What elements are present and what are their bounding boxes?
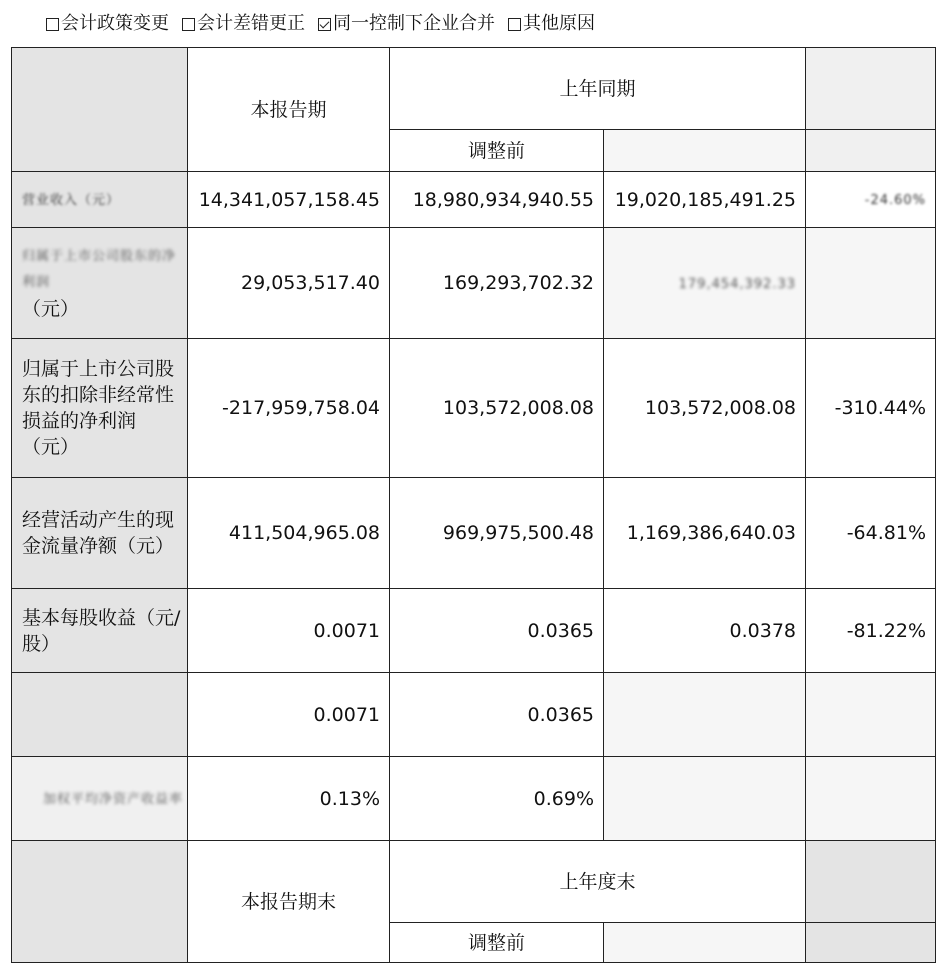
reason-other bbox=[508, 10, 595, 38]
header-before-adjustment: 调整前 bbox=[390, 130, 604, 172]
cell-current: -217,959,758.04 bbox=[188, 339, 390, 478]
reason-accounting-policy-change bbox=[46, 10, 169, 38]
cell-current: 0.0071 bbox=[188, 589, 390, 673]
cell-current: 0.13% bbox=[188, 757, 390, 841]
reason-accounting-error-correction bbox=[182, 10, 305, 38]
unchecked-box-icon bbox=[182, 18, 195, 31]
header-before-adjustment: 调整前 bbox=[390, 923, 604, 963]
cell-change: -310.44% bbox=[806, 339, 936, 478]
row-label-basic-eps: 基本每股收益（元/股） bbox=[12, 589, 188, 673]
obscured-label: 归属于上市公司股东的净利润 bbox=[22, 249, 177, 290]
cell-change-obscured bbox=[806, 228, 936, 339]
cell-before-adjustment: 0.0365 bbox=[390, 673, 604, 757]
header-after-adjustment-obscured bbox=[604, 923, 806, 963]
checked-box-icon bbox=[318, 18, 331, 31]
header-prior-year-same-period: 上年同期 bbox=[390, 48, 806, 130]
cell-before-adjustment: 969,975,500.48 bbox=[390, 478, 604, 589]
row-label-net-profit bbox=[12, 228, 188, 339]
cell-after-adjustment-obscured bbox=[604, 757, 806, 841]
footer-header-item-blank bbox=[12, 841, 188, 963]
cell-current: 29,053,517.40 bbox=[188, 228, 390, 339]
reason-label: 会计政策变更 bbox=[61, 13, 169, 34]
row-label-revenue bbox=[12, 172, 188, 228]
header-change-sub-obscured bbox=[806, 923, 936, 963]
cell-after-adjustment-obscured bbox=[604, 673, 806, 757]
cell-before-adjustment: 0.0365 bbox=[390, 589, 604, 673]
header-after-adjustment-obscured bbox=[604, 130, 806, 172]
obscured-label: 加权平均净资产收益率 bbox=[42, 792, 183, 807]
cell-before-adjustment: 169,293,702.32 bbox=[390, 228, 604, 339]
reason-label: 其他原因 bbox=[523, 13, 595, 34]
unchecked-box-icon bbox=[46, 18, 59, 31]
cell-current: 14,341,057,158.45 bbox=[188, 172, 390, 228]
row-label-weighted-roe bbox=[12, 757, 188, 841]
adjustment-reason-options bbox=[46, 10, 595, 38]
header-item-blank bbox=[12, 48, 188, 172]
cell-after-adjustment: 103,572,008.08 bbox=[604, 339, 806, 478]
financial-data-table bbox=[11, 47, 936, 963]
header-prior-year-end: 上年度末 bbox=[390, 841, 806, 923]
cell-current: 0.0071 bbox=[188, 673, 390, 757]
cell-change-obscured bbox=[806, 757, 936, 841]
cell-change: -64.81% bbox=[806, 478, 936, 589]
cell-before-adjustment: 0.69% bbox=[390, 757, 604, 841]
cell-current: 411,504,965.08 bbox=[188, 478, 390, 589]
cell-change-obscured bbox=[806, 673, 936, 757]
cell-before-adjustment: 103,572,008.08 bbox=[390, 339, 604, 478]
cell-after-adjustment bbox=[604, 228, 806, 339]
obscured-value: 179,454,392.33 bbox=[678, 276, 797, 292]
header-current-period-end: 本报告期末 bbox=[188, 841, 390, 963]
cell-change: -81.22% bbox=[806, 589, 936, 673]
reason-label: 会计差错更正 bbox=[197, 13, 305, 34]
reason-common-control-merger bbox=[318, 10, 495, 38]
row-label-operating-cash-flow: 经营活动产生的现金流量净额（元） bbox=[12, 478, 188, 589]
row-label-obscured bbox=[12, 673, 188, 757]
cell-change bbox=[806, 172, 936, 228]
obscured-label: 营业收入（元） bbox=[22, 193, 121, 208]
cell-after-adjustment: 0.0378 bbox=[604, 589, 806, 673]
cell-after-adjustment: 19,020,185,491.25 bbox=[604, 172, 806, 228]
reason-label: 同一控制下企业合并 bbox=[333, 13, 495, 34]
header-change-sub-obscured bbox=[806, 130, 936, 172]
unchecked-box-icon bbox=[508, 18, 521, 31]
header-current-period: 本报告期 bbox=[188, 48, 390, 172]
header-change-obscured bbox=[806, 841, 936, 923]
row-label-unit: （元） bbox=[22, 298, 80, 320]
obscured-value: -24.60% bbox=[864, 193, 927, 208]
cell-after-adjustment: 1,169,386,640.03 bbox=[604, 478, 806, 589]
row-label-deducted-net-profit: 归属于上市公司股东的扣除非经常性损益的净利润（元） bbox=[12, 339, 188, 478]
header-change-obscured bbox=[806, 48, 936, 130]
cell-before-adjustment: 18,980,934,940.55 bbox=[390, 172, 604, 228]
